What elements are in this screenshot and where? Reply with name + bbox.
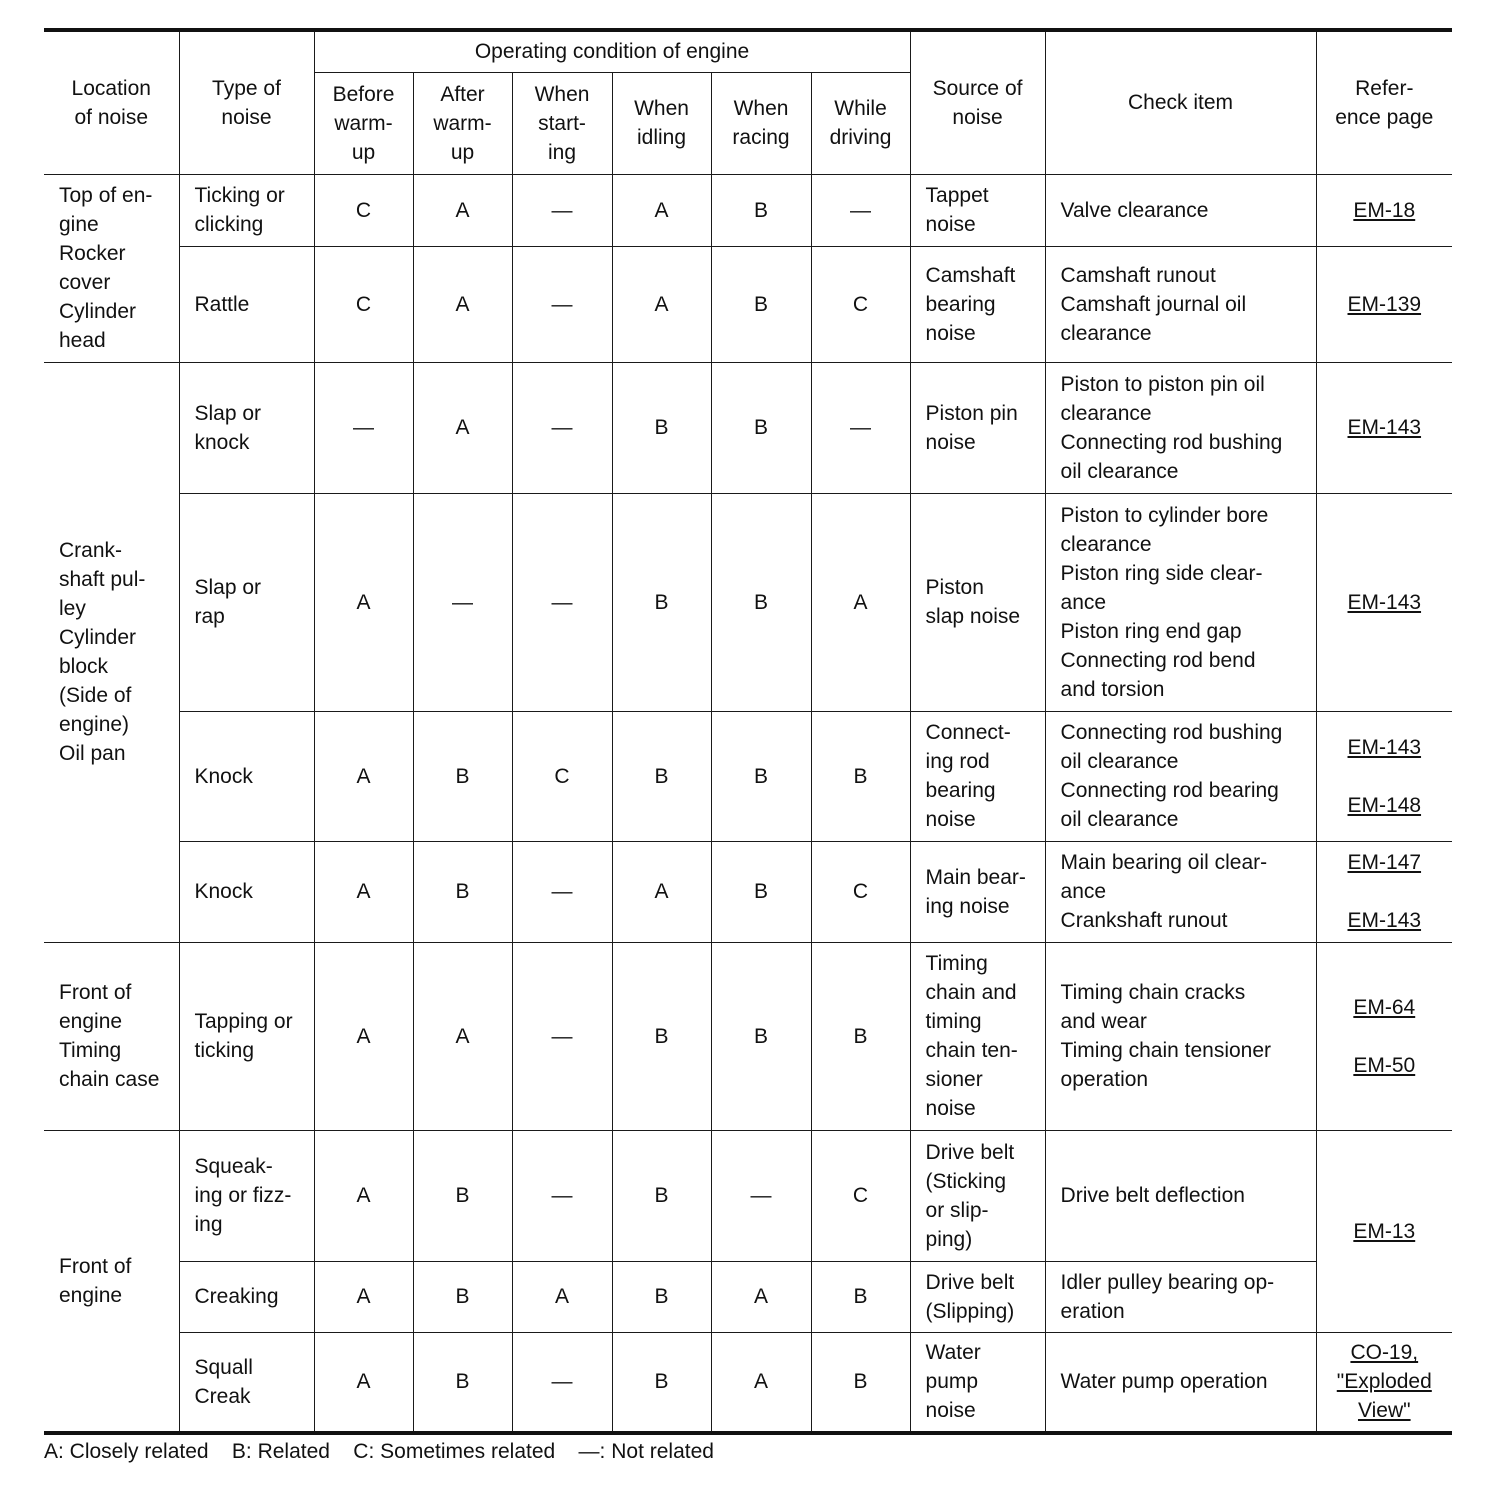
text-line: ing [194, 1213, 223, 1236]
text-line: Oil pan [59, 742, 126, 765]
text-line: Connecting rod bushing [1060, 430, 1283, 454]
reference-link-line[interactable]: CO-19, [1350, 1341, 1419, 1365]
text-line: Water pump operation [1060, 1370, 1268, 1394]
text-line: When [634, 97, 689, 120]
table-row [44, 362, 1452, 493]
condition-while-driving-cell: A [811, 493, 910, 711]
text-line: Top of en- [59, 184, 153, 207]
text-line: When [534, 82, 590, 106]
text-line: engine [59, 1283, 123, 1307]
condition-before-warmup-cell: A [314, 1261, 413, 1332]
condition-when-racing-cell: — [711, 1130, 811, 1261]
location-cell [44, 942, 179, 1130]
text-line: Piston [925, 576, 984, 599]
reference-link[interactable]: EM-143 [1347, 416, 1422, 439]
text-line: head [59, 329, 106, 352]
text-line: Source of [932, 76, 1023, 100]
noise-source-cell [910, 246, 1045, 362]
condition-when-idling-cell: B [612, 1261, 711, 1332]
condition-when-starting-cell: A [512, 1261, 612, 1332]
text-line: Cylinder [59, 300, 137, 323]
check-item-cell [1045, 1332, 1316, 1433]
text-line: idling [636, 126, 687, 149]
condition-before-warmup-cell: — [314, 362, 413, 493]
text-line: ing or fizz- [194, 1184, 292, 1207]
text-line: Timing chain tensioner [1060, 1039, 1272, 1062]
condition-when-idling-cell: B [612, 1332, 711, 1433]
noise-type-cell [179, 711, 314, 841]
check-item-cell [1045, 711, 1316, 841]
reference-page-cell [1316, 362, 1452, 493]
table-row [44, 711, 1452, 841]
condition-when-idling-cell: A [612, 174, 711, 246]
text-line: oil clearance [1060, 750, 1179, 773]
text-line: Connecting rod bearing [1060, 779, 1279, 802]
condition-when-racing-cell: B [711, 246, 811, 362]
condition-before-warmup-cell: C [314, 174, 413, 246]
condition-after-warmup-cell: — [413, 493, 512, 711]
noise-source-cell [910, 711, 1045, 841]
text-line: Drive belt deflection [1060, 1184, 1245, 1207]
text-line: Timing [59, 1039, 122, 1062]
text-line: Cylinder [59, 626, 137, 649]
text-line: Creaking [194, 1285, 279, 1308]
text-line: Camshaft journal oil [1060, 292, 1247, 316]
text-line: chain ten- [925, 1039, 1018, 1062]
text-line: Connecting rod bushing [1060, 721, 1283, 744]
condition-when-starting-cell: — [512, 1332, 612, 1433]
noise-source-cell [910, 841, 1045, 942]
text-line: Squall [194, 1355, 253, 1379]
table-row [44, 1130, 1452, 1261]
text-line: Camshaft runout [1060, 263, 1216, 287]
header-check-item [1045, 30, 1316, 174]
text-line: (Sticking [925, 1169, 1007, 1193]
text-line: noise [925, 430, 976, 454]
condition-while-driving-cell: — [811, 362, 910, 493]
reference-link[interactable]: EM-148 [1347, 793, 1422, 817]
condition-after-warmup-cell: B [413, 1130, 512, 1261]
text-line: Connecting rod bend [1060, 648, 1256, 672]
text-line: Piston ring end gap [1060, 619, 1242, 643]
text-line: Timing chain cracks [1060, 981, 1246, 1004]
text-line: of noise [74, 105, 149, 129]
noise-type-cell [179, 493, 314, 711]
table-row [44, 841, 1452, 942]
condition-when-racing-cell: A [711, 1261, 811, 1332]
condition-when-starting-cell: — [512, 174, 612, 246]
noise-source-cell [910, 362, 1045, 493]
noise-type-cell [179, 1332, 314, 1433]
text-line: shaft pul- [59, 568, 146, 591]
text-line: Tapping or [194, 1010, 293, 1033]
text-line: rap [194, 605, 225, 628]
text-line: When [733, 97, 789, 120]
text-line: Refer- [1355, 76, 1414, 100]
condition-while-driving-cell: B [811, 1332, 910, 1433]
text-line: Crankshaft runout [1060, 909, 1228, 932]
text-line: racing [732, 126, 790, 149]
reference-link[interactable]: EM-18 [1353, 198, 1416, 222]
text-line: knock [194, 430, 250, 454]
reference-link[interactable]: EM-143 [1347, 735, 1422, 759]
table-body [44, 174, 1452, 1433]
condition-after-warmup-cell: A [413, 174, 512, 246]
text-line: clicking [194, 213, 264, 236]
text-line: (Slipping) [925, 1299, 1015, 1323]
text-line: (Side of [59, 684, 132, 707]
text-line: Main bear- [925, 865, 1026, 889]
text-line: noise [925, 808, 976, 831]
text-line: driving [829, 126, 892, 149]
text-line: Timing [925, 952, 988, 975]
noise-type-cell [179, 362, 314, 493]
condition-when-starting-cell: — [512, 493, 612, 711]
condition-when-racing-cell: B [711, 174, 811, 246]
reference-page-cell [1316, 711, 1452, 841]
condition-before-warmup-cell: A [314, 1130, 413, 1261]
noise-type-cell [179, 942, 314, 1130]
condition-when-starting-cell: — [512, 246, 612, 362]
condition-before-warmup-cell: A [314, 711, 413, 841]
text-line: Front of [59, 1254, 132, 1278]
text-line: Slap or [194, 576, 262, 599]
condition-before-warmup-cell: A [314, 1332, 413, 1433]
condition-while-driving-cell: C [811, 246, 910, 362]
table-row [44, 1261, 1452, 1332]
condition-when-starting-cell: C [512, 711, 612, 841]
table-row [44, 246, 1452, 362]
text-line: Check item [1128, 91, 1234, 115]
condition-when-starting-cell: — [512, 841, 612, 942]
text-line: gine [59, 213, 99, 236]
text-line: bearing [925, 779, 996, 802]
text-line: While [834, 97, 887, 120]
table-row [44, 493, 1452, 711]
condition-after-warmup-cell: B [413, 1332, 512, 1433]
legend: A: Closely related B: Related C: Sometimes related —: Not related [44, 1440, 714, 1463]
text-line: cover [59, 271, 111, 294]
condition-before-warmup-cell: A [314, 942, 413, 1130]
text-line: chain and [925, 981, 1017, 1004]
header-after-warmup [413, 72, 512, 174]
text-line: noise [925, 1097, 976, 1120]
text-line: Valve clearance [1060, 198, 1209, 222]
noise-source-cell [910, 493, 1045, 711]
reference-link[interactable]: EM-64 [1353, 995, 1416, 1019]
noise-diagnosis-table [44, 28, 1452, 1435]
header-source [910, 30, 1045, 174]
condition-when-starting-cell: — [512, 362, 612, 493]
text-line: noise [221, 105, 272, 129]
condition-when-racing-cell: B [711, 942, 811, 1130]
reference-page-cell [1316, 942, 1452, 1130]
condition-when-starting-cell: — [512, 942, 612, 1130]
header-when-racing [711, 72, 811, 174]
text-line: Piston to cylinder bore [1060, 503, 1269, 527]
text-line: Piston to piston pin oil [1060, 372, 1265, 396]
condition-after-warmup-cell: B [413, 711, 512, 841]
text-line: Crank- [59, 539, 123, 562]
text-line: and wear [1060, 1010, 1147, 1033]
text-line: clearance [1060, 321, 1152, 345]
header-type [179, 30, 314, 174]
text-line: ance [1060, 590, 1107, 614]
reference-page-cell [1316, 246, 1452, 362]
condition-before-warmup-cell: C [314, 246, 413, 362]
condition-when-idling-cell: B [612, 362, 711, 493]
text-line: Type of [212, 76, 281, 100]
text-line: oil clearance [1060, 808, 1179, 831]
condition-when-idling-cell: B [612, 942, 711, 1130]
text-line: ing [547, 140, 577, 164]
condition-while-driving-cell: C [811, 1130, 910, 1261]
reference-link[interactable]: EM-13 [1353, 1219, 1416, 1243]
text-line: ticking [194, 1039, 255, 1062]
text-line: up [351, 140, 376, 164]
noise-type-cell [179, 841, 314, 942]
noise-type-cell [179, 1261, 314, 1332]
text-line: Piston pin [925, 401, 1018, 425]
text-line: engine) [59, 713, 130, 736]
text-line: warm- [433, 111, 492, 135]
condition-after-warmup-cell: A [413, 942, 512, 1130]
text-line: ing noise [925, 894, 1010, 918]
text-line: engine [59, 1010, 123, 1033]
table-row [44, 174, 1452, 246]
header-operating-condition: Operating condition of engine [314, 30, 910, 72]
text-line: Connect- [925, 721, 1011, 744]
text-line: Drive belt [925, 1140, 1015, 1164]
reference-page-cell [1316, 841, 1452, 942]
text-line: ance [1060, 880, 1107, 903]
check-item-cell [1045, 246, 1316, 362]
text-line: clearance [1060, 532, 1152, 556]
check-item-cell [1045, 174, 1316, 246]
text-line: noise [925, 321, 976, 345]
condition-when-racing-cell: B [711, 841, 811, 942]
reference-page-cell [1316, 1130, 1452, 1332]
reference-link[interactable] [1317, 1338, 1453, 1425]
text-line: bearing [925, 292, 996, 316]
location-cell [44, 174, 179, 362]
text-line: Before [332, 82, 395, 106]
text-line: Ticking or [194, 184, 285, 207]
check-item-cell [1045, 841, 1316, 942]
condition-when-racing-cell: B [711, 493, 811, 711]
text-line: noise [952, 105, 1003, 129]
noise-type-cell [179, 246, 314, 362]
text-line: oil clearance [1060, 459, 1179, 483]
text-line: Creak [194, 1384, 251, 1408]
check-item-cell [1045, 362, 1316, 493]
text-line: ence page [1335, 105, 1434, 129]
text-line: noise [925, 1399, 976, 1423]
text-line: noise [925, 213, 976, 236]
noise-source-cell [910, 1130, 1045, 1261]
condition-before-warmup-cell: A [314, 493, 413, 711]
condition-while-driving-cell: B [811, 942, 910, 1130]
text-line: pump [925, 1370, 979, 1394]
text-line: up [450, 140, 475, 164]
noise-source-cell [910, 1261, 1045, 1332]
reference-link[interactable]: EM-139 [1347, 292, 1422, 316]
text-line: Location [71, 76, 151, 100]
text-line: Piston ring side clear- [1060, 561, 1263, 585]
reference-link-line[interactable]: "Exploded [1336, 1370, 1432, 1394]
header-when-starting [512, 72, 612, 174]
condition-after-warmup-cell: A [413, 246, 512, 362]
text-line: Rattle [194, 292, 250, 316]
condition-before-warmup-cell: A [314, 841, 413, 942]
condition-while-driving-cell: C [811, 841, 910, 942]
text-line: Rocker [59, 242, 126, 265]
header-reference-page [1316, 30, 1452, 174]
text-line: operation [1060, 1068, 1149, 1091]
header-before-warmup [314, 72, 413, 174]
text-line: and torsion [1060, 677, 1165, 701]
text-line: ping) [925, 1227, 973, 1251]
text-line: Water [925, 1341, 981, 1365]
text-line: block [59, 655, 109, 678]
condition-after-warmup-cell: B [413, 841, 512, 942]
text-line: timing [925, 1010, 982, 1033]
text-line: clearance [1060, 401, 1152, 425]
noise-type-cell [179, 174, 314, 246]
condition-when-idling-cell: B [612, 1130, 711, 1261]
condition-while-driving-cell: — [811, 174, 910, 246]
text-line: sioner [925, 1068, 983, 1091]
text-line: slap noise [925, 605, 1021, 628]
reference-page-cell [1316, 493, 1452, 711]
reference-link[interactable]: EM-147 [1347, 851, 1422, 874]
location-cell [44, 1130, 179, 1433]
condition-when-idling-cell: A [612, 841, 711, 942]
noise-type-cell [179, 1130, 314, 1261]
header-when-idling [612, 72, 711, 174]
check-item-cell [1045, 1261, 1316, 1332]
text-line: Knock [194, 880, 253, 903]
check-item-cell [1045, 1130, 1316, 1261]
text-line: Camshaft [925, 263, 1016, 287]
text-line: ley [59, 597, 86, 620]
location-cell [44, 362, 179, 942]
text-line: eration [1060, 1299, 1125, 1323]
condition-when-racing-cell: A [711, 1332, 811, 1433]
condition-when-idling-cell: B [612, 493, 711, 711]
condition-when-starting-cell: — [512, 1130, 612, 1261]
text-line: Squeak- [194, 1155, 273, 1178]
reference-link-line[interactable]: View" [1357, 1399, 1411, 1423]
header-while-driving [811, 72, 910, 174]
reference-link[interactable]: EM-50 [1353, 1053, 1416, 1077]
text-line: warm- [334, 111, 393, 135]
condition-while-driving-cell: B [811, 1261, 910, 1332]
reference-link[interactable]: EM-143 [1347, 909, 1422, 932]
check-item-cell [1045, 942, 1316, 1130]
noise-diagnosis-table-container [44, 28, 1452, 1435]
text-line: Drive belt [925, 1270, 1015, 1294]
table-row [44, 942, 1452, 1130]
text-line: ing rod [925, 750, 990, 773]
text-line: or slip- [925, 1198, 989, 1222]
condition-after-warmup-cell: B [413, 1261, 512, 1332]
table-row [44, 1332, 1452, 1433]
condition-when-racing-cell: B [711, 362, 811, 493]
text-line: Slap or [194, 401, 262, 425]
condition-when-idling-cell: A [612, 246, 711, 362]
noise-source-cell [910, 1332, 1045, 1433]
header-location [44, 30, 179, 174]
condition-after-warmup-cell: A [413, 362, 512, 493]
check-item-cell [1045, 493, 1316, 711]
text-line: start- [538, 111, 586, 135]
text-line: Tappet [925, 184, 989, 207]
text-line: Front of [59, 981, 132, 1004]
text-line: After [440, 82, 485, 106]
reference-page-cell [1316, 174, 1452, 246]
text-line: Idler pulley bearing op- [1060, 1270, 1275, 1294]
text-line: chain case [59, 1068, 160, 1091]
reference-link[interactable]: EM-143 [1347, 590, 1422, 614]
reference-page-cell [1316, 1332, 1452, 1433]
text-line: Knock [194, 764, 253, 788]
condition-when-idling-cell: B [612, 711, 711, 841]
noise-source-cell [910, 942, 1045, 1130]
condition-when-racing-cell: B [711, 711, 811, 841]
condition-while-driving-cell: B [811, 711, 910, 841]
text-line: Main bearing oil clear- [1060, 851, 1268, 874]
noise-source-cell [910, 174, 1045, 246]
